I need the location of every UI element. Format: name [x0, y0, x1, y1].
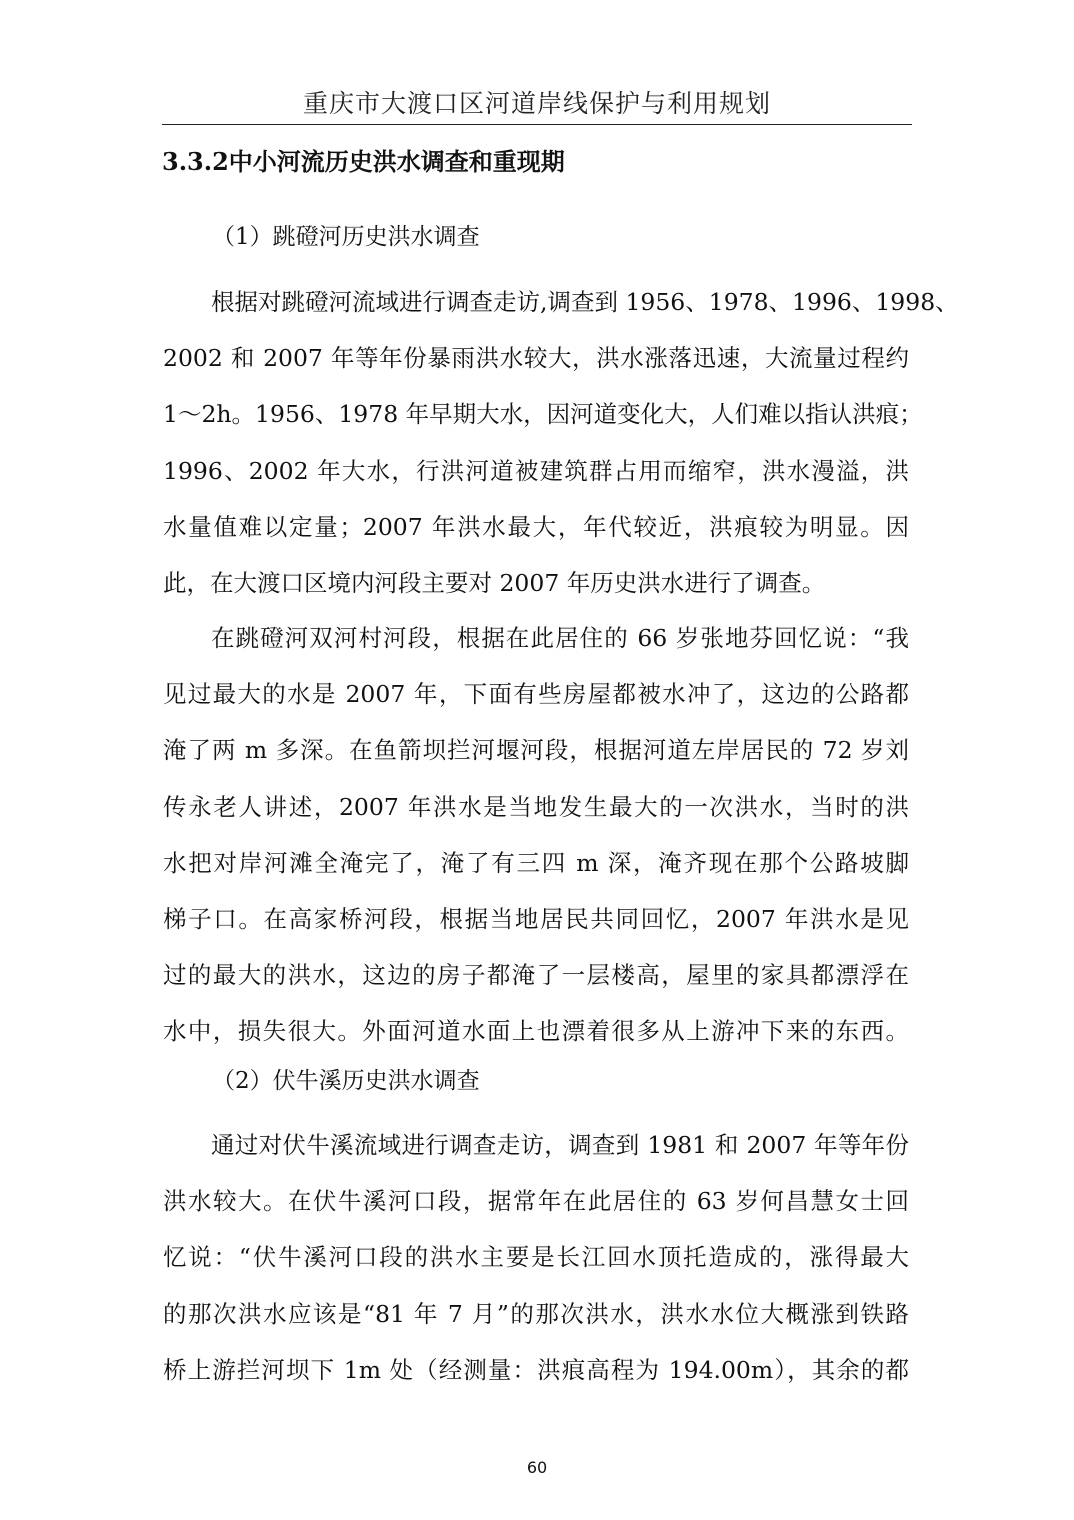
text-line: 1～2h。1956、1978 年早期大水，因河道变化大，人们难以指认洪痕；: [163, 400, 923, 429]
text-line: 此，在大渡口区境内河段主要对 2007 年历史洪水进行了调查。: [163, 569, 826, 597]
running-header: 重庆市大渡口区河道岸线保护与利用规划: [302, 89, 771, 118]
section-title: 3.3.2中小河流历史洪水调查和重现期: [162, 147, 565, 176]
text-line: 洪水较大。在伏牛溪河口段，据常年在此居住的 63 岁何昌慧女士回: [163, 1187, 909, 1216]
text-line: 2002 和 2007 年等年份暴雨洪水较大，洪水涨落迅速，大流量过程约: [163, 344, 909, 373]
text-line: 的那次洪水应该是“81 年 7 月”的那次洪水，洪水水位大概涨到铁路: [163, 1299, 909, 1328]
text-line: 通过对伏牛溪流域进行调查走访，调查到 1981 和 2007 年等年份: [211, 1131, 909, 1159]
text-line: 传永老人讲述，2007 年洪水是当地发生最大的一次洪水，当时的洪: [163, 792, 909, 821]
text-line: 淹了两 m 多深。在鱼箭坝拦河堰河段，根据河道左岸居民的 72 岁刘: [163, 736, 909, 765]
text-line: 水把对岸河滩全淹完了，淹了有三四 m 深，淹齐现在那个公路坡脚: [163, 848, 909, 877]
text-line: 见过最大的水是 2007 年，下面有些房屋都被水冲了，这边的公路都: [163, 680, 909, 709]
text-line: 在跳磴河双河村河段，根据在此居住的 66 岁张地芬回忆说：“我: [211, 624, 909, 652]
text-line: 1996、2002 年大水，行洪河道被建筑群占用而缩窄，洪水漫溢，洪: [163, 456, 909, 485]
text-line: 根据对跳磴河流域进行调查走访,调查到 1956、1978、1996、1998、: [211, 288, 959, 316]
text-line: 梯子口。在高家桥河段，根据当地居民共同回忆，2007 年洪水是见: [163, 905, 909, 933]
text-line: 水中，损失很大。外面河道水面上也漂着很多从上游冲下来的东西。: [163, 1017, 909, 1046]
text-line: 水量值难以定量；2007 年洪水最大，年代较近，洪痕较为明显。因: [163, 512, 909, 541]
text-line: 桥上游拦河坝下 1m 处（经测量：洪痕高程为 194.00m），其余的都: [163, 1355, 909, 1384]
page-number: 60: [526, 1458, 548, 1477]
header-rule: [162, 124, 912, 125]
text-line: 忆说：“伏牛溪河口段的洪水主要是长江回水顶托造成的，涨得最大: [163, 1243, 909, 1272]
subsection-heading-1: （1）跳磴河历史洪水调查: [212, 224, 480, 250]
subsection-heading-2: （2）伏牛溪历史洪水调查: [212, 1068, 480, 1094]
text-line: 过的最大的洪水，这边的房子都淹了一层楼高，屋里的家具都漂浮在: [163, 961, 909, 990]
